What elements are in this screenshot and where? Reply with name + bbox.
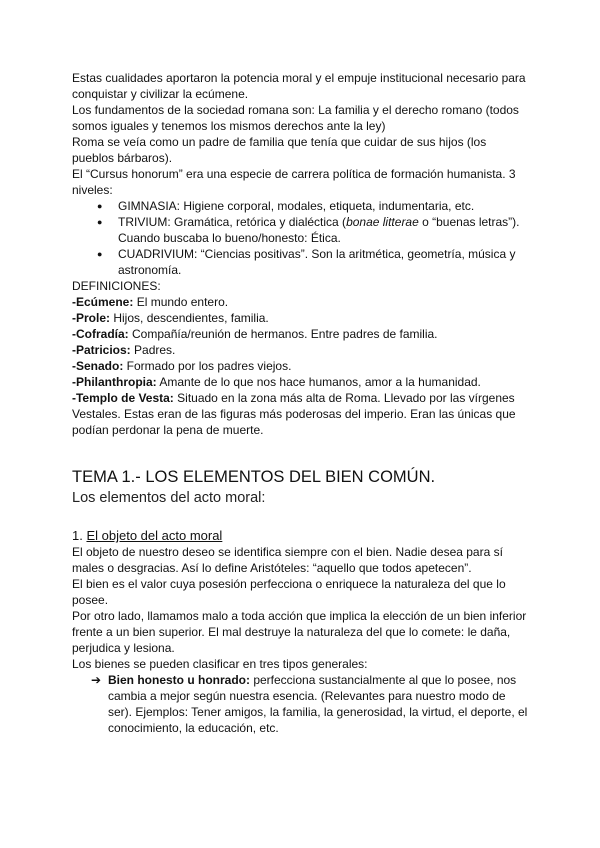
definition-item: -Senado: Formado por los padres viejos. — [72, 359, 292, 373]
section-paragraph: El bien es el valor cuya posesión perfecciona o enriquece la naturaleza del que lo posee. — [72, 577, 506, 607]
level-item: ● TRIVIUM: Gramática, retórica y dialéctica (bonae litterae o “buenas letras”). Cuando buscaba lo bueno/honesto: Ética. — [108, 214, 530, 246]
definition-item: -Patricios: Padres. — [72, 343, 176, 357]
definition-item: -Cofradía: Compañía/reunión de hermanos. Entre padres de familia. — [72, 327, 438, 341]
intro-paragraph: Roma se veía como un padre de familia que tenía que cuidar de sus hijos (los pueblos bárbaros). — [72, 135, 487, 165]
levels-list — [72, 198, 530, 278]
tema-title: TEMA 1.- LOS ELEMENTOS DEL BIEN COMÚN. — [72, 468, 436, 486]
definition-item: -Prole: Hijos, descendientes, familia. — [72, 311, 269, 325]
definitions-title: DEFINICIONES: — [72, 279, 161, 293]
goods-list — [72, 672, 530, 736]
level-item: ● CUADRIVIUM: “Ciencias positivas”. Son la aritmética, geometría, música y astronomía. — [108, 246, 530, 278]
level-item: ● GIMNASIA: Higiene corporal, modales, etiqueta, indumentaria, etc. — [108, 198, 530, 214]
tema-subtitle: Los elementos del acto moral: — [72, 490, 266, 506]
definition-item: -Philanthropia: Amante de lo que nos hace humanos, amor a la humanidad. — [72, 375, 481, 389]
section-paragraph: El objeto de nuestro deseo se identifica siempre con el bien. Nadie desea para sí males o desgracias. Así lo define Aristóteles: “aquello que todos apetecen”. — [72, 545, 503, 575]
section-paragraph: Los bienes se pueden clasificar en tres tipos generales: — [72, 657, 368, 671]
section-heading: 1. El objeto del acto moral — [72, 528, 223, 543]
italic-term: bonae litterae — [346, 215, 419, 229]
intro-paragraph: Estas cualidades aportaron la potencia moral y el empuje institucional necesario para conquistar y civilizar la ecúmene. — [72, 71, 526, 101]
definition-item: -Templo de Vesta: Situado en la zona más alta de Roma. Llevado por las vírgenes Vestales. Estas eran de las figuras más poderosas del imperio. Eran las únicas que podían perdonar la pena de muerte. — [72, 391, 516, 437]
intro-paragraph: Los fundamentos de la sociedad romana son: La familia y el derecho romano (todos somos iguales y tenemos los mismos derechos ante la ley) — [72, 103, 519, 133]
definition-item: -Ecúmene: El mundo entero. — [72, 295, 229, 309]
intro-paragraph: El “Cursus honorum” era una especie de carrera política de formación humanista. 3 niveles: — [72, 167, 516, 197]
section-paragraph: Por otro lado, llamamos malo a toda acción que implica la elección de un bien inferior frente a un bien superior. El mal destruye la naturaleza del que lo comete: le daña, perjudica y lesiona. — [72, 609, 527, 655]
goods-item: ➔ Bien honesto u honrado: perfecciona sustancialmente al que lo posee, nos cambia a mejor según nuestra esencia. (Relevantes para nuestro modo de ser). Ejemplos: Tener amigos, la familia, la generosidad, la virtud, el deporte, el conocimiento, la educación, etc. — [91, 673, 528, 735]
arrow-icon: ➔ — [91, 673, 102, 687]
